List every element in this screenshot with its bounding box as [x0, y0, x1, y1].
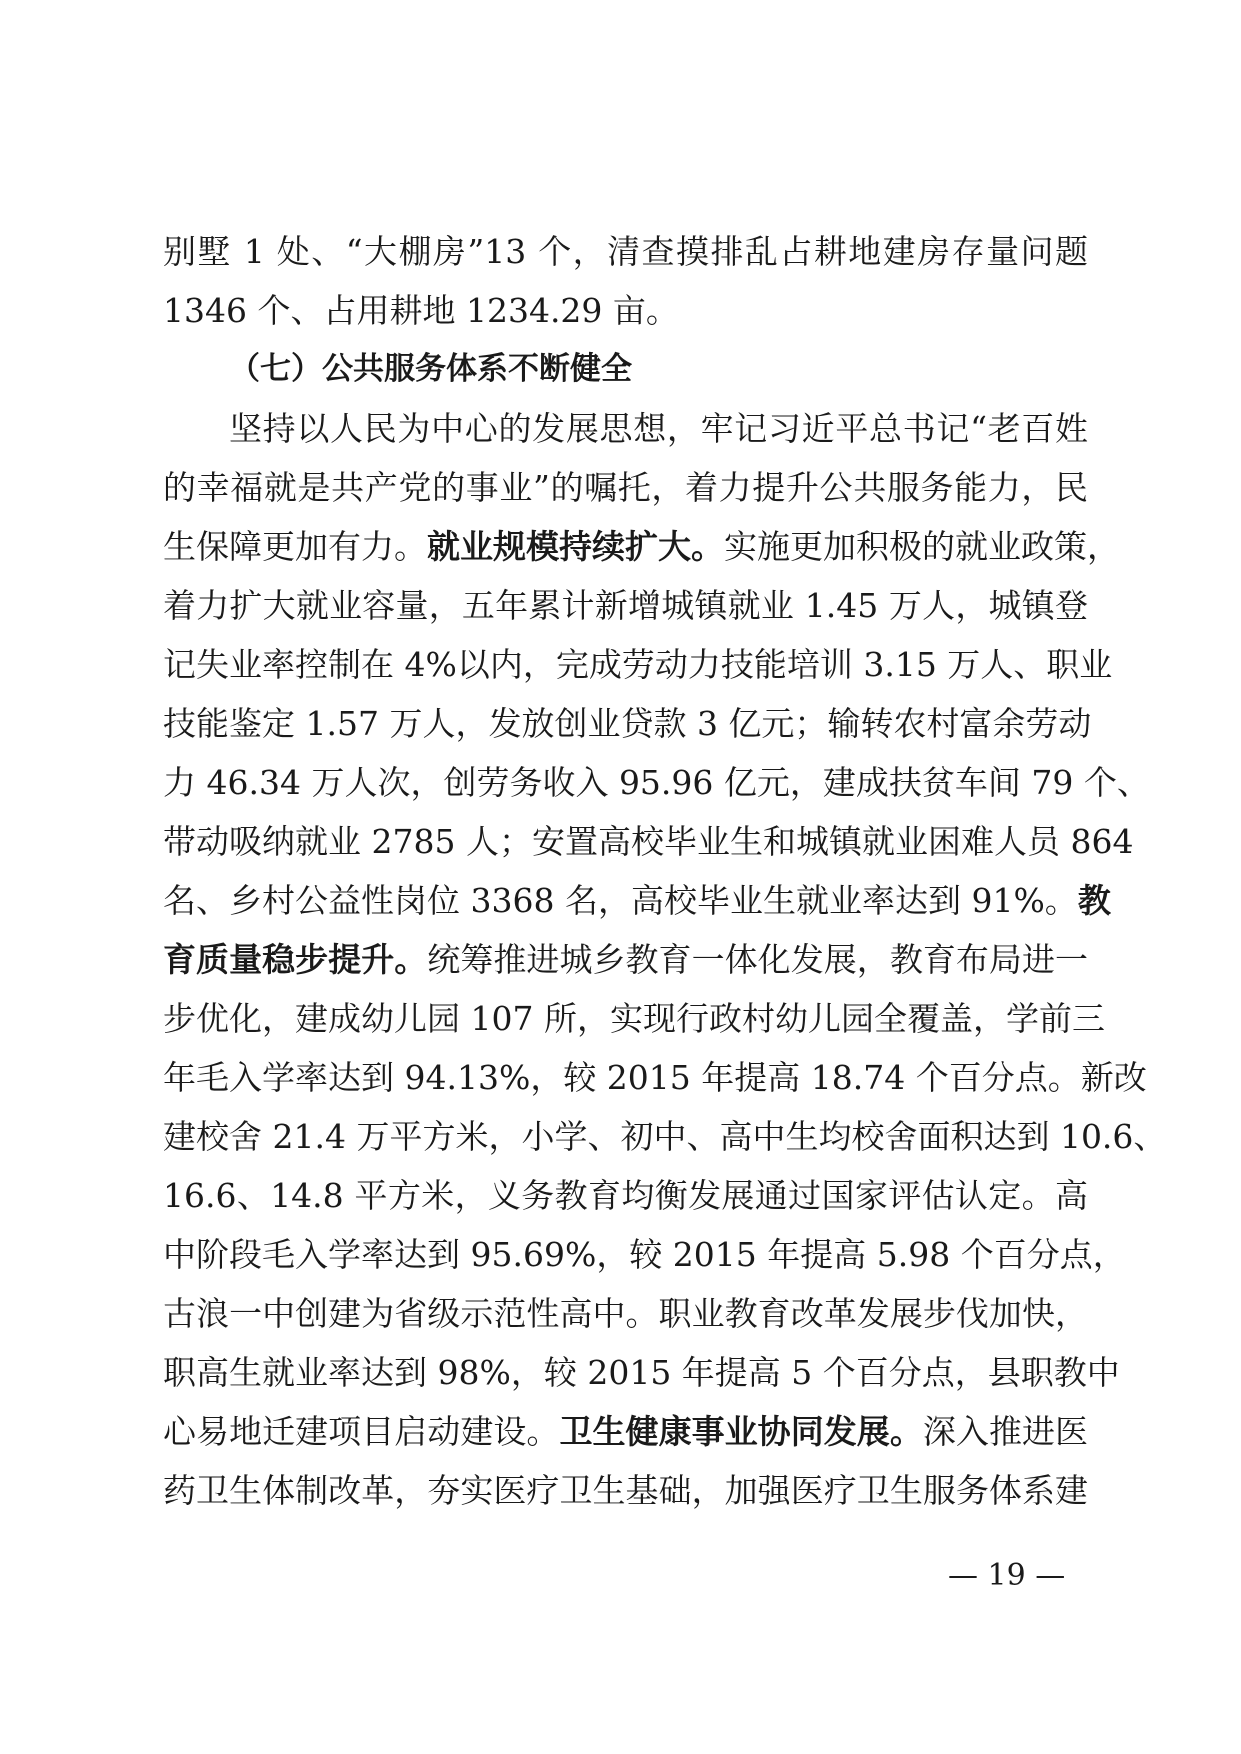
text-run: 记失业率控制在 4%以内，完成劳动力技能培训 3.15 万人、职业 [163, 645, 1113, 684]
paragraph-first-line [163, 399, 1088, 458]
document-body [163, 222, 1167, 1520]
section-heading [163, 340, 1088, 399]
text-run: 力 46.34 万人次，创劳务收入 95.96 亿元，建成扶贫车间 79 个、 [163, 763, 1150, 802]
body-line-19 [163, 1284, 1088, 1343]
text-run: 统筹推进城乡教育一体化发展，教育布局进一 [427, 940, 1089, 979]
body-line-1 [163, 222, 1088, 281]
text-run: 着力扩大就业容量，五年累计新增城镇就业 1.45 万人，城镇登 [163, 586, 1088, 625]
text-run: 职高生就业率达到 98%，较 2015 年提高 5 个百分点，县职教中 [163, 1353, 1120, 1392]
text-run: 中阶段毛入学率达到 95.69%，较 2015 年提高 5.98 个百分点， [163, 1235, 1126, 1274]
text-run: 心易地迁建项目启动建设。 [163, 1412, 560, 1451]
body-line-14 [163, 989, 1105, 1048]
body-line-9 [163, 694, 1092, 753]
text-run: 实施更加积极的就业政策， [724, 527, 1120, 566]
bold-lead-education: 育质量稳步提升。 [163, 940, 428, 979]
body-line-13 [163, 930, 1088, 989]
text-run: 古浪一中创建为省级示范性高中。职业教育改革发展步伐加快， [163, 1294, 1088, 1333]
body-line-6 [163, 517, 1120, 576]
body-line-16 [163, 1107, 1167, 1166]
text-run: 别墅 1 处、“大棚房”13 个，清查摸排乱占耕地建房存量问题 [163, 232, 1088, 271]
body-line-18 [163, 1225, 1126, 1284]
body-line-8 [163, 635, 1113, 694]
body-line-12 [163, 871, 1111, 930]
body-line-2 [163, 281, 1088, 340]
text-run: 16.6、14.8 平方米，义务教育均衡发展通过国家评估认定。高 [163, 1176, 1088, 1215]
body-line-22 [163, 1461, 1088, 1520]
text-run: 坚持以人民为中心的发展思想，牢记习近平总书记“老百姓 [229, 409, 1088, 448]
text-run: 的幸福就是共产党的事业”的嘱托，着力提升公共服务能力，民 [163, 468, 1088, 507]
text-run: 步优化，建成幼儿园 107 所，实现行政村幼儿园全覆盖，学前三 [163, 999, 1105, 1038]
section-heading-text: （七）公共服务体系不断健全 [229, 351, 632, 387]
body-line-7 [163, 576, 1088, 635]
body-line-10 [163, 753, 1150, 812]
body-line-21 [163, 1402, 1088, 1461]
text-run: 深入推进医 [922, 1412, 1089, 1451]
bold-lead-health: 卫生健康事业协同发展。 [559, 1412, 923, 1451]
body-line-20 [163, 1343, 1120, 1402]
text-run: 年毛入学率达到 94.13%，较 2015 年提高 18.74 个百分点。新改 [163, 1058, 1147, 1097]
text-run: 带动吸纳就业 2785 人；安置高校毕业生和城镇就业困难人员 864 [163, 822, 1134, 861]
text-run: 药卫生体制改革，夯实医疗卫生基础，加强医疗卫生服务体系建 [163, 1471, 1088, 1510]
body-line-5 [163, 458, 1088, 517]
bold-lead-employment: 就业规模持续扩大。 [427, 527, 724, 566]
text-run: 建校舍 21.4 万平方米，小学、初中、高中生均校舍面积达到 10.6、 [163, 1117, 1167, 1156]
body-line-15 [163, 1048, 1147, 1107]
page-number: — 19 — [948, 1558, 1066, 1593]
text-run: 技能鉴定 1.57 万人，发放创业贷款 3 亿元；输转农村富余劳动 [163, 704, 1092, 743]
bold-lead-education-start: 教 [1077, 881, 1111, 920]
text-run: 名、乡村公益性岗位 3368 名，高校毕业生就业率达到 91%。 [163, 881, 1078, 920]
text-run: 生保障更加有力。 [163, 527, 427, 566]
text-run: 1346 个、占用耕地 1234.29 亩。 [163, 291, 679, 330]
body-line-17 [163, 1166, 1088, 1225]
body-line-11 [163, 812, 1134, 871]
